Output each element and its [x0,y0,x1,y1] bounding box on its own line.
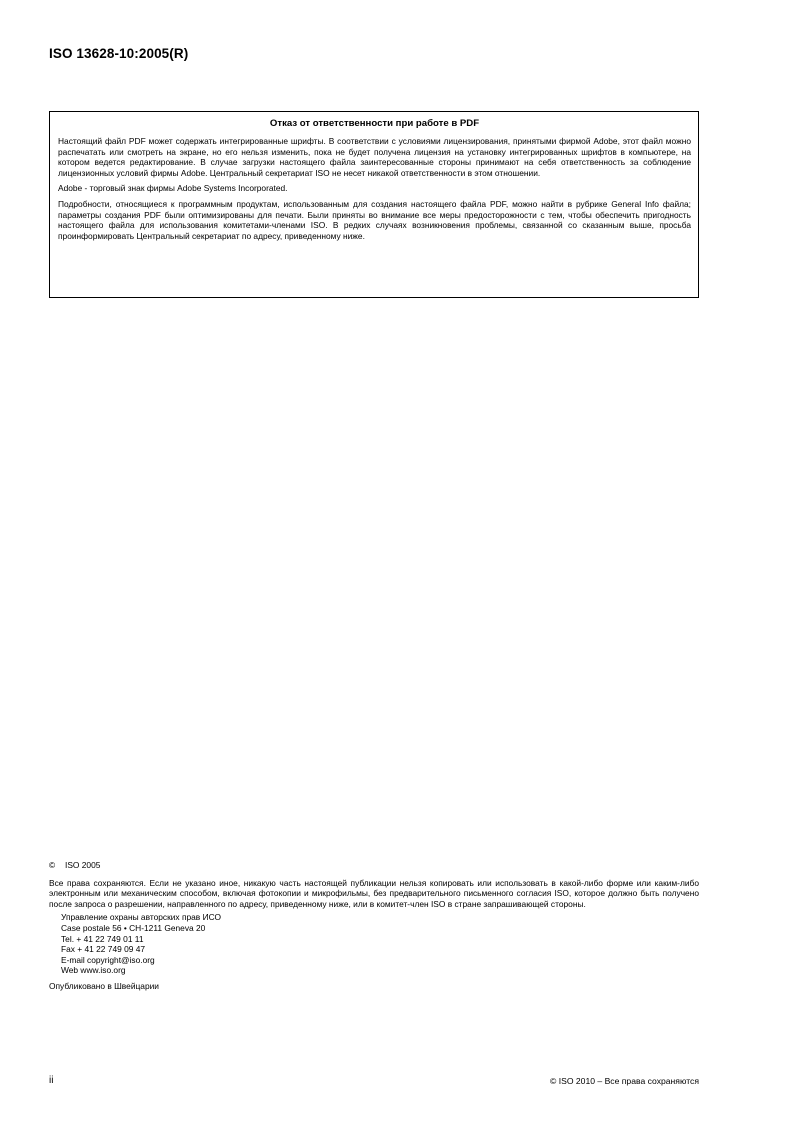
rights-statement: Все права сохраняются. Если не указано иное, никакую часть настоящей публикации нельзя копировать или использовать в какой-либо форме или каким-либо электронным или механическим способом, включая фотокопии и микрофильмы, без предварительного письменного согласия ISO, которое должно быть получено после запроса о разрешении, направленного по адресу, приведенному ниже, или в комитет-член ISO в стране запрашивающей стороны. [49,877,699,909]
disclaimer-paragraph-fonts: Настоящий файл PDF может содержать интегрированные шрифты. В соответствии с условиями лицензирования, принятыми фирмой Adobe, этот файл можно распечатать или смотреть на экране, но его нельзя изменить, пока не будет получена лицензия на установку интегрированных шрифтов в компьютере, на котором ведется редактирование. В случае загрузки настоящего файла заинтересованные стороны принимают на себя ответственность за соблюдение лицензионных условий фирмы Adobe. Центральный секретариат ISO не несет никакой ответственности в этом отношении. [58,136,691,178]
copyright-office-address [61,912,699,976]
copyright-notice [49,860,699,871]
footer-copyright: © ISO 2010 – Все права сохраняются [549,1076,699,1086]
address-line-email: E-mail copyright@iso.org [61,954,155,965]
published-in: Опубликовано в Швейцарии [49,980,159,991]
pdf-disclaimer-box [49,111,699,298]
document-id: ISO 13628-10:2005(R) [49,46,189,61]
address-line-web: Web www.iso.org [61,965,126,976]
address-line-postal: Case postale 56 • CH-1211 Geneva 20 [61,922,206,933]
disclaimer-paragraph-details: Подробности, относящиеся к программным продуктам, использованным для создания настоящего файла PDF, можно найти в рубрике General Info файла; параметры создания PDF были оптимизированы для печати. Были приняты во внимание все меры предосторожности с тем, чтобы обеспечить пригодность настоящего файла для использования комитетами-членами ISO. В редких случаях возникновения проблемы, связанной со сказанным выше, просьба проинформировать Центральный секретариат по адресу, приведенному ниже. [58,198,691,241]
address-line-office: Управление охраны авторских прав ИСО [61,912,221,923]
address-line-tel: Tel. + 41 22 749 01 11 [61,933,144,944]
copyright-section [49,860,699,992]
page-number: ii [49,1075,54,1086]
copyright-holder: ISO 2005 [65,860,101,870]
copyright-symbol: © [49,860,56,870]
disclaimer-paragraph-trademark: Adobe - торговый знак фирмы Adobe Systems Incorporated. [58,183,288,194]
address-line-fax: Fax + 41 22 749 09 47 [61,944,146,955]
disclaimer-title: Отказ от ответственности при работе в PDF [269,118,480,129]
